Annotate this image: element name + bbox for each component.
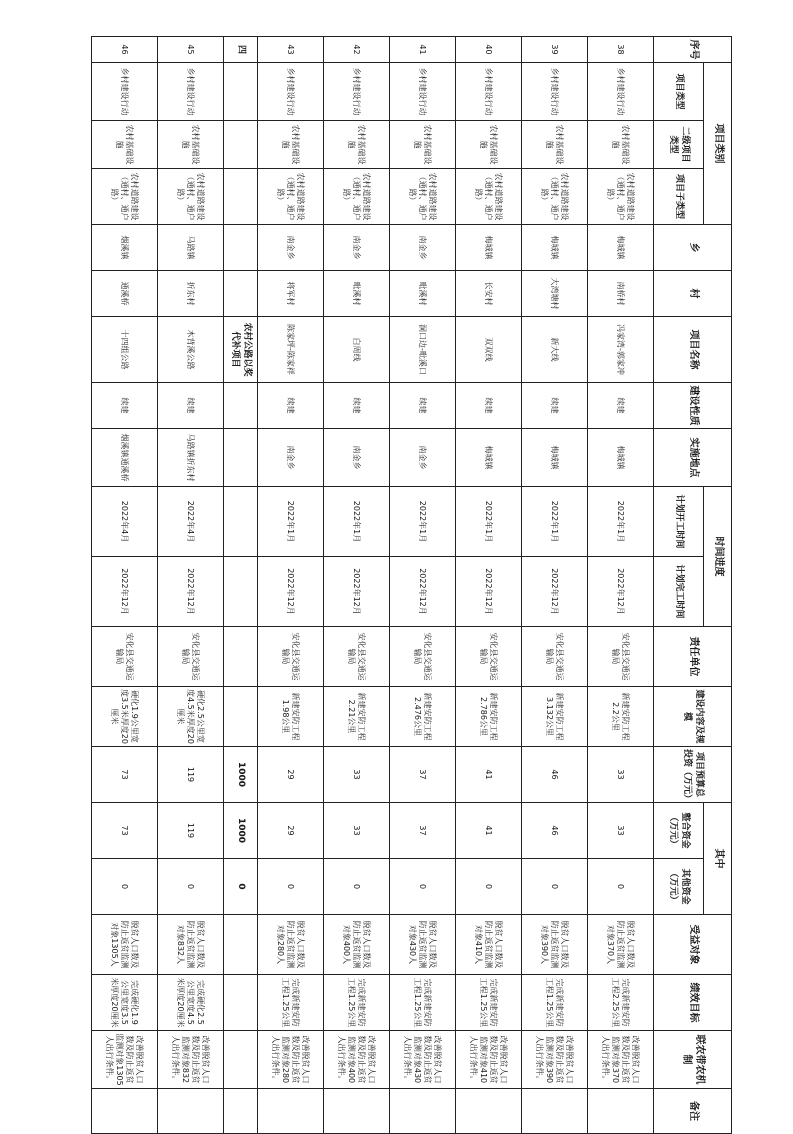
cell-village: 将军村 (258, 271, 324, 317)
cell-type: 乡村建设行动 (522, 63, 588, 121)
cell-goal: 完成新建安防工程1.25公里 (258, 975, 324, 1031)
cell-integrated: 37 (390, 803, 456, 859)
header-mechanism: 联农带农机制 (654, 1031, 732, 1089)
cell-beneficiary: 脱贫人口数及防止返贫监测对象430人 (390, 915, 456, 975)
cell-mechanism: 改善脱贫人口数及防止返贫监测对象280人出行条件。 (258, 1031, 324, 1089)
section-row (224, 37, 258, 1134)
cell-nature: 续建 (158, 383, 224, 429)
cell-remarks (158, 1089, 224, 1134)
cell-integrated: 46 (522, 803, 588, 859)
header-budget: 项目预算总投资（万元） (654, 747, 732, 803)
cell-name: 冯家湾-郭家冲 (588, 317, 654, 383)
cell-beneficiary: 脱贫人口数及防止返贫监测对象390人 (522, 915, 588, 975)
header-other: 其他资金（万元） (654, 859, 704, 915)
cell-seq: 42 (324, 37, 390, 63)
cell-unit: 安化县交通运输局 (522, 627, 588, 687)
header-remarks: 备注 (654, 1089, 732, 1134)
cell-sub: 农村道路建设（通村、通户路） (158, 169, 224, 225)
cell-start: 2022年1月 (522, 487, 588, 557)
cell-name: 双双线 (456, 317, 522, 383)
section-integrated: 1000 (224, 803, 258, 859)
cell-remarks (522, 1089, 588, 1134)
table-row (258, 37, 324, 1134)
cell-other: 0 (92, 859, 158, 915)
cell-other: 0 (324, 859, 390, 915)
cell-mechanism: 改善脱贫人口数及防止返贫监测对象370人出行条件。 (588, 1031, 654, 1089)
cell-unit: 安化县交通运输局 (390, 627, 456, 687)
header-beneficiary: 受益对象 (654, 915, 732, 975)
cell-location: 南金乡 (390, 429, 456, 487)
table-row (158, 37, 224, 1134)
cell-seq: 39 (522, 37, 588, 63)
cell-content: 新建安防工程3.132公里 (522, 687, 588, 747)
table-row (324, 37, 390, 1134)
header-category: 项目类别 (704, 63, 732, 225)
cell-other: 0 (390, 859, 456, 915)
project-table-sheet (104, 36, 732, 1121)
cell-start: 2022年1月 (588, 487, 654, 557)
cell-beneficiary: 脱贫人口数及防止返贫监测对象280人 (258, 915, 324, 975)
cell-start: 2022年1月 (258, 487, 324, 557)
cell-village: 长安村 (456, 271, 522, 317)
cell-sub: 农村道路建设（通村、通户路） (456, 169, 522, 225)
header-cat-level2: 二级项目类型 (654, 121, 704, 169)
cell-nature: 续建 (324, 383, 390, 429)
cell-mechanism: 改善脱贫人口数及防止返贫监测对象832人出行条件。 (158, 1031, 224, 1089)
section-budget: 1000 (224, 747, 258, 803)
cell-budget: 119 (158, 747, 224, 803)
cell-integrated: 33 (588, 803, 654, 859)
cell-beneficiary: 脱贫人口数及防止返贫监测对象1305人 (92, 915, 158, 975)
cell-budget: 73 (92, 747, 158, 803)
cell-goal: 完成新建安防工程2.25公里 (588, 975, 654, 1031)
cell-start: 2022年1月 (324, 487, 390, 557)
cell-start: 2022年1月 (390, 487, 456, 557)
cell-nature: 续建 (92, 383, 158, 429)
cell-start: 2022年4月 (158, 487, 224, 557)
cell-integrated: 29 (258, 803, 324, 859)
cell-location: 梅城镇 (588, 429, 654, 487)
cell-seq: 41 (390, 37, 456, 63)
cell-nature: 续建 (390, 383, 456, 429)
cell-finish: 2022年12月 (92, 557, 158, 627)
cell-content: 新建安防工程2.786公里 (456, 687, 522, 747)
cell-sub: 农村道路建设（通村、通户路） (522, 169, 588, 225)
header-cat-type: 项目类型 (654, 63, 704, 121)
cell-seq: 40 (456, 37, 522, 63)
cell-other: 0 (456, 859, 522, 915)
cell-type: 乡村建设行动 (456, 63, 522, 121)
cell-type: 乡村建设行动 (390, 63, 456, 121)
section-other: 0 (224, 859, 258, 915)
cell-mechanism: 改善脱贫人口数及防止返贫监测对象1305人出行条件。 (92, 1031, 158, 1089)
cell-village: 大湾塘村 (522, 271, 588, 317)
header-schedule: 时间进度 (704, 487, 732, 627)
cell-remarks (92, 1089, 158, 1134)
table-row (390, 37, 456, 1134)
cell-content: 新建安防工程1.98公里 (258, 687, 324, 747)
header-location: 实施地点 (654, 429, 732, 487)
cell-budget: 46 (522, 747, 588, 803)
cell-budget: 33 (324, 747, 390, 803)
cell-location: 南金乡 (324, 429, 390, 487)
cell-sub: 农村道路建设（通村、通户路） (588, 169, 654, 225)
cell-goal: 完成硬化1.9公里宽度3.5米厚度20厘米 (92, 975, 158, 1031)
header-seq: 序号 (654, 37, 732, 63)
cell-unit: 安化县交通运输局 (456, 627, 522, 687)
cell-nature: 续建 (456, 383, 522, 429)
cell-village: 折东村 (158, 271, 224, 317)
cell-village: 毗溪村 (390, 271, 456, 317)
cell-start: 2022年4月 (92, 487, 158, 557)
cell-other: 0 (522, 859, 588, 915)
cell-mechanism: 改善脱贫人口数及防止返贫监测对象390人出行条件。 (522, 1031, 588, 1089)
cell-township: 梅城镇 (522, 225, 588, 271)
header-cat-sub: 项目子类型 (654, 169, 704, 225)
cell-budget: 41 (456, 747, 522, 803)
cell-beneficiary: 脱贫人口数及防止返贫监测对象832人 (158, 915, 224, 975)
cell-remarks (456, 1089, 522, 1134)
cell-location: 梅城镇 (522, 429, 588, 487)
cell-unit: 安化县交通运输局 (324, 627, 390, 687)
cell-finish: 2022年12月 (258, 557, 324, 627)
cell-budget: 33 (588, 747, 654, 803)
cell-seq: 38 (588, 37, 654, 63)
cell-name: 陈家坪-陈家祥 (258, 317, 324, 383)
cell-location: 烟溪镇通溪桥 (92, 429, 158, 487)
cell-name: 新大线 (522, 317, 588, 383)
cell-finish: 2022年12月 (522, 557, 588, 627)
cell-budget: 37 (390, 747, 456, 803)
cell-other: 0 (258, 859, 324, 915)
cell-finish: 2022年12月 (588, 557, 654, 627)
cell-remarks (390, 1089, 456, 1134)
cell-integrated: 41 (456, 803, 522, 859)
cell-unit: 安化县交通运输局 (588, 627, 654, 687)
cell-remarks (324, 1089, 390, 1134)
cell-content: 新建安防工程2.476公里 (390, 687, 456, 747)
cell-unit: 安化县交通运输局 (258, 627, 324, 687)
cell-content: 新建安防工程2.2公里 (588, 687, 654, 747)
cell-township: 南金乡 (324, 225, 390, 271)
table-row (522, 37, 588, 1134)
header-project-name: 项目名称 (654, 317, 732, 383)
cell-beneficiary: 脱贫人口数及防止返贫监测对象370人 (588, 915, 654, 975)
cell-goal: 完成新建安防工程1.25公里 (456, 975, 522, 1031)
cell-goal: 完成新建安防工程1.25公里 (522, 975, 588, 1031)
cell-location: 马路镇折东村 (158, 429, 224, 487)
cell-goal: 完成新建安防工程1.25公里 (390, 975, 456, 1031)
cell-unit: 安化县交通运输局 (92, 627, 158, 687)
cell-seq: 43 (258, 37, 324, 63)
cell-name: 洞口边-毗溪口 (390, 317, 456, 383)
cell-level2: 农村基础设施 (456, 121, 522, 169)
cell-integrated: 119 (158, 803, 224, 859)
cell-type: 乡村建设行动 (258, 63, 324, 121)
cell-type: 乡村建设行动 (158, 63, 224, 121)
cell-goal: 完成硬化2.5公里宽度4.5米厚度20厘米 (158, 975, 224, 1031)
cell-township: 马路镇 (158, 225, 224, 271)
cell-integrated: 33 (324, 803, 390, 859)
cell-finish: 2022年12月 (456, 557, 522, 627)
cell-content: 硬化2.5公里宽度4.5米厚度20厘米 (158, 687, 224, 747)
cell-township: 烟溪镇 (92, 225, 158, 271)
header-finish: 计划完工时间 (654, 557, 704, 627)
cell-level2: 农村基础设施 (92, 121, 158, 169)
cell-level2: 农村基础设施 (390, 121, 456, 169)
cell-mechanism: 改善脱贫人口数及防止返贫监测对象410人出行条件。 (456, 1031, 522, 1089)
cell-township: 梅城镇 (588, 225, 654, 271)
cell-nature: 续建 (588, 383, 654, 429)
cell-beneficiary: 脱贫人口数及防止返贫监测对象400人 (324, 915, 390, 975)
cell-sub: 农村道路建设（通村、通户路） (92, 169, 158, 225)
header-build-nature: 建设性质 (654, 383, 732, 429)
header-village: 村 (654, 271, 732, 317)
header-content: 建设内容及规模 (654, 687, 732, 747)
cell-level2: 农村基础设施 (158, 121, 224, 169)
cell-beneficiary: 脱贫人口数及防止返贫监测对象410人 (456, 915, 522, 975)
cell-sub: 农村道路建设（通村、通户路） (324, 169, 390, 225)
cell-location: 南金乡 (258, 429, 324, 487)
cell-village: 南桥村 (588, 271, 654, 317)
cell-mechanism: 改善脱贫人口数及防止返贫监测对象430人出行条件。 (390, 1031, 456, 1089)
cell-start: 2022年1月 (456, 487, 522, 557)
cell-goal: 完成新建安防工程1.25公里 (324, 975, 390, 1031)
header-township: 乡 (654, 225, 732, 271)
cell-type: 乡村建设行动 (588, 63, 654, 121)
cell-finish: 2022年12月 (324, 557, 390, 627)
cell-other: 0 (588, 859, 654, 915)
table-row (92, 37, 158, 1134)
cell-finish: 2022年12月 (158, 557, 224, 627)
cell-content: 新建安防工程2.21公里 (324, 687, 390, 747)
table-row (588, 37, 654, 1134)
section-seq: 四 (224, 37, 258, 63)
cell-township: 南金乡 (258, 225, 324, 271)
project-table (91, 36, 732, 1134)
cell-nature: 续建 (258, 383, 324, 429)
cell-village: 毗溪村 (324, 271, 390, 317)
cell-seq: 45 (158, 37, 224, 63)
cell-name: 十四组公路 (92, 317, 158, 383)
cell-integrated: 73 (92, 803, 158, 859)
cell-content: 硬化1.9公里宽度3.5米厚度20厘米 (92, 687, 158, 747)
cell-level2: 农村基础设施 (588, 121, 654, 169)
cell-level2: 农村基础设施 (522, 121, 588, 169)
cell-remarks (588, 1089, 654, 1134)
cell-mechanism: 改善脱贫人口数及防止返贫监测对象400人出行条件。 (324, 1031, 390, 1089)
cell-township: 梅城镇 (456, 225, 522, 271)
header-start: 计划开工时间 (654, 487, 704, 557)
cell-seq: 46 (92, 37, 158, 63)
header-integrated: 整合资金（万元） (654, 803, 704, 859)
cell-township: 南金乡 (390, 225, 456, 271)
cell-level2: 农村基础设施 (258, 121, 324, 169)
cell-village: 通溪桥 (92, 271, 158, 317)
header-goal: 绩效目标 (654, 975, 732, 1031)
cell-level2: 农村基础设施 (324, 121, 390, 169)
cell-location: 梅城镇 (456, 429, 522, 487)
cell-name: 木背溪公路 (158, 317, 224, 383)
cell-remarks (258, 1089, 324, 1134)
cell-unit: 安化县交通运输局 (158, 627, 224, 687)
cell-budget: 29 (258, 747, 324, 803)
cell-name: 白周线 (324, 317, 390, 383)
table-row (456, 37, 522, 1134)
cell-nature: 续建 (522, 383, 588, 429)
cell-sub: 农村道路建设（通村、通户路） (258, 169, 324, 225)
cell-type: 乡村建设行动 (92, 63, 158, 121)
cell-finish: 2022年12月 (390, 557, 456, 627)
cell-type: 乡村建设行动 (324, 63, 390, 121)
section-name: 农村公路以奖代补项目 (224, 317, 258, 383)
header-of-which: 其中 (704, 803, 732, 915)
header-responsible: 责任单位 (654, 627, 732, 687)
cell-sub: 农村道路建设（通村、通户路） (390, 169, 456, 225)
cell-other: 0 (158, 859, 224, 915)
